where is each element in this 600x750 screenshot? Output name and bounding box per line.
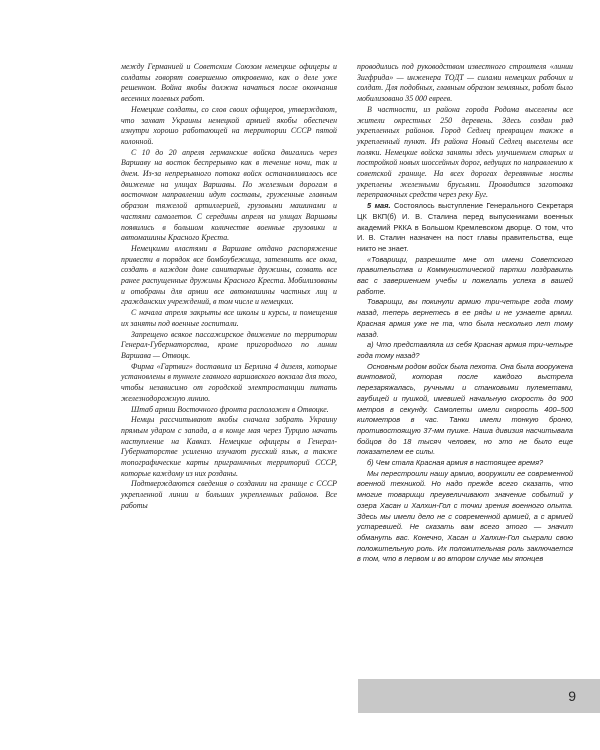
page-number: 9 bbox=[568, 688, 576, 704]
speech-paragraph: Товарищи, вы покинули армию три-четыре года тому назад, теперь вернетесь в ее ряды и не узнаете армии. Красная армия уже не та, что была несколько лет тому назад. bbox=[357, 297, 573, 339]
left-column bbox=[121, 62, 337, 512]
speech-paragraph: б) Чем стала Красная армия в настоящее время? bbox=[367, 458, 544, 468]
paragraph: Немецкими властями в Варшаве отдано распоряжение привести в порядок все бомбоубежища, затемнить все окна, создать в каждом доме санитарные дружины, созвать все ранее распущенные дружины Красного Креста. Мобилизованы и отобраны для армии все автомашины частных лиц и гражданских учреждений, в том числе и немецких. bbox=[121, 243, 337, 307]
paragraph: Фирма «Гартвиг» доставила из Берлина 4 дизеля, которые установлены в туннеле главного варшавского вокзала для того, чтобы независимо от городской электростанции питать железнодорожную линию. bbox=[121, 361, 337, 403]
date-entry bbox=[357, 201, 573, 255]
paragraph: Запрещено всякое пассажирское движение по территории Генерал-Губернаторства, кроме пригородного по линии Варшава — Отвоцк. bbox=[121, 329, 337, 360]
paragraph: Немецкие солдаты, со слов своих офицеров, утверждают, что захват Украины немецкой армией якобы обеспечен изнутри хорошо работающей на территории СССР пятой колонной. bbox=[121, 104, 337, 146]
speech-paragraph: Основным родом войск была пехота. Она была вооружена винтовкой, которая после каждого выстрела перезаряжалась, ручными и станковыми пулеметами, гаубицей и пушкой, имевшей начальную скорость до 900 метров в секунду. Самолеты имели скорость 400–500 километров в час. Танки имели тонкую броню, противостоящую 37-мм пушке. Наша дивизия насчитывала бойцов до 18 тысяч человек, но это не было еще показателем ее силы. bbox=[357, 361, 573, 457]
paragraph: Подтверждаются сведения о создании на границе с СССР укрепленной линии и больших укрепленных районов. Все работы bbox=[121, 479, 337, 510]
speech-paragraph: «Товарищи, разрешите мне от имени Советского правительства и Коммунистической партии поздравить вас с завершением учебы и пожелать успеха в вашей работе. bbox=[357, 254, 573, 296]
entry-text: Состоялось выступление Генерального Секретаря ЦК ВКП(б) И. В. Сталина перед выпускниками военных академий РККА в Большом Кремлевском дворце. О том, что И. В. Сталин назначен на пост главы правительства, еще никто не знает. bbox=[357, 201, 573, 253]
paragraph: проводились под руководством известного строителя «линии Зигфрида» — инженера ТОДТ — силами немецких рабочих и солдат. Для подобных, главным образом земляных, работ было мобилизовано 35 000 евреев. bbox=[357, 62, 573, 104]
paragraph: между Германией и Советским Союзом немецкие офицеры и солдаты говорят совершенно откровенно, как о деле уже решенном. Война якобы должна начаться после окончания весенних полевых работ. bbox=[121, 62, 337, 104]
speech-paragraph: Мы перестроили нашу армию, вооружили ее современной военной техникой. Но надо прежде всего сказать, что многие товарищи преувеличивают значение событий у озера Хасан и Халхин-Гол с точки зрения военного опыта. Здесь мы имели дело не с современной армией, а с армией устаревшей. Не сказать вам всего этого — значит обмануть вас. Конечно, Хасан и Халхин-Гол сыграли свою положительную роль. Их положительная роль заключается в том, что в первом и во втором случае мы японцев bbox=[357, 468, 573, 564]
page-number-tab bbox=[358, 679, 600, 713]
paragraph: Немцы рассчитывают якобы сначала забрать Украину прямым ударом с запада, а в конце мая через Турцию начать наступление на Кавказ. Немецкие офицеры в Генерал-Губернаторстве усиленно изучают русский язык, а также топографические карты приграничных территорий СССР, которые каждому из них розданы. bbox=[121, 415, 337, 478]
right-column bbox=[357, 62, 573, 565]
paragraph: Штаб армии Восточного фронта расположен в Отвоцке. bbox=[131, 404, 329, 414]
paragraph: В частности, из района города Родома выселены все жители окрестных 250 деревень. Здесь создан ряд укрепленных районов. Город Седлец превращен также в укрепленный пункт. Из района Новый Седлец выселены все поляки. Немецкие войска заняты здесь улучшением старых и постройкой новых шоссейных дорог, ведущих по направлению к советской границе. На всех дорогах деревянные мосты укреплены железными брусьями. Проводится заготовка переправочных средств через реку Буг. bbox=[357, 104, 573, 200]
speech-paragraph: а) Что представляла из себя Красная армия три-четыре года тому назад? bbox=[357, 340, 573, 360]
paragraph: С 10 до 20 апреля германские войска двигались через Варшаву на восток беспрерывно как в течение ночи, так и днем. Из-за непрерывного потока войск останавливалось все движение на улицах Варшавы. По железным дорогам в восточном направлении идут составы, груженные главным образом тяжелой артиллерией, грузовыми машинами и частями самолетов. С середины апреля на улицах Варшавы появились в большом количестве военные грузовики и автомашины Красного Креста. bbox=[121, 147, 337, 243]
paragraph: С начала апреля закрыты все школы и курсы, и помещения их заняты под военные госпитали. bbox=[121, 308, 337, 328]
entry-date: 5 мая. bbox=[367, 201, 391, 211]
